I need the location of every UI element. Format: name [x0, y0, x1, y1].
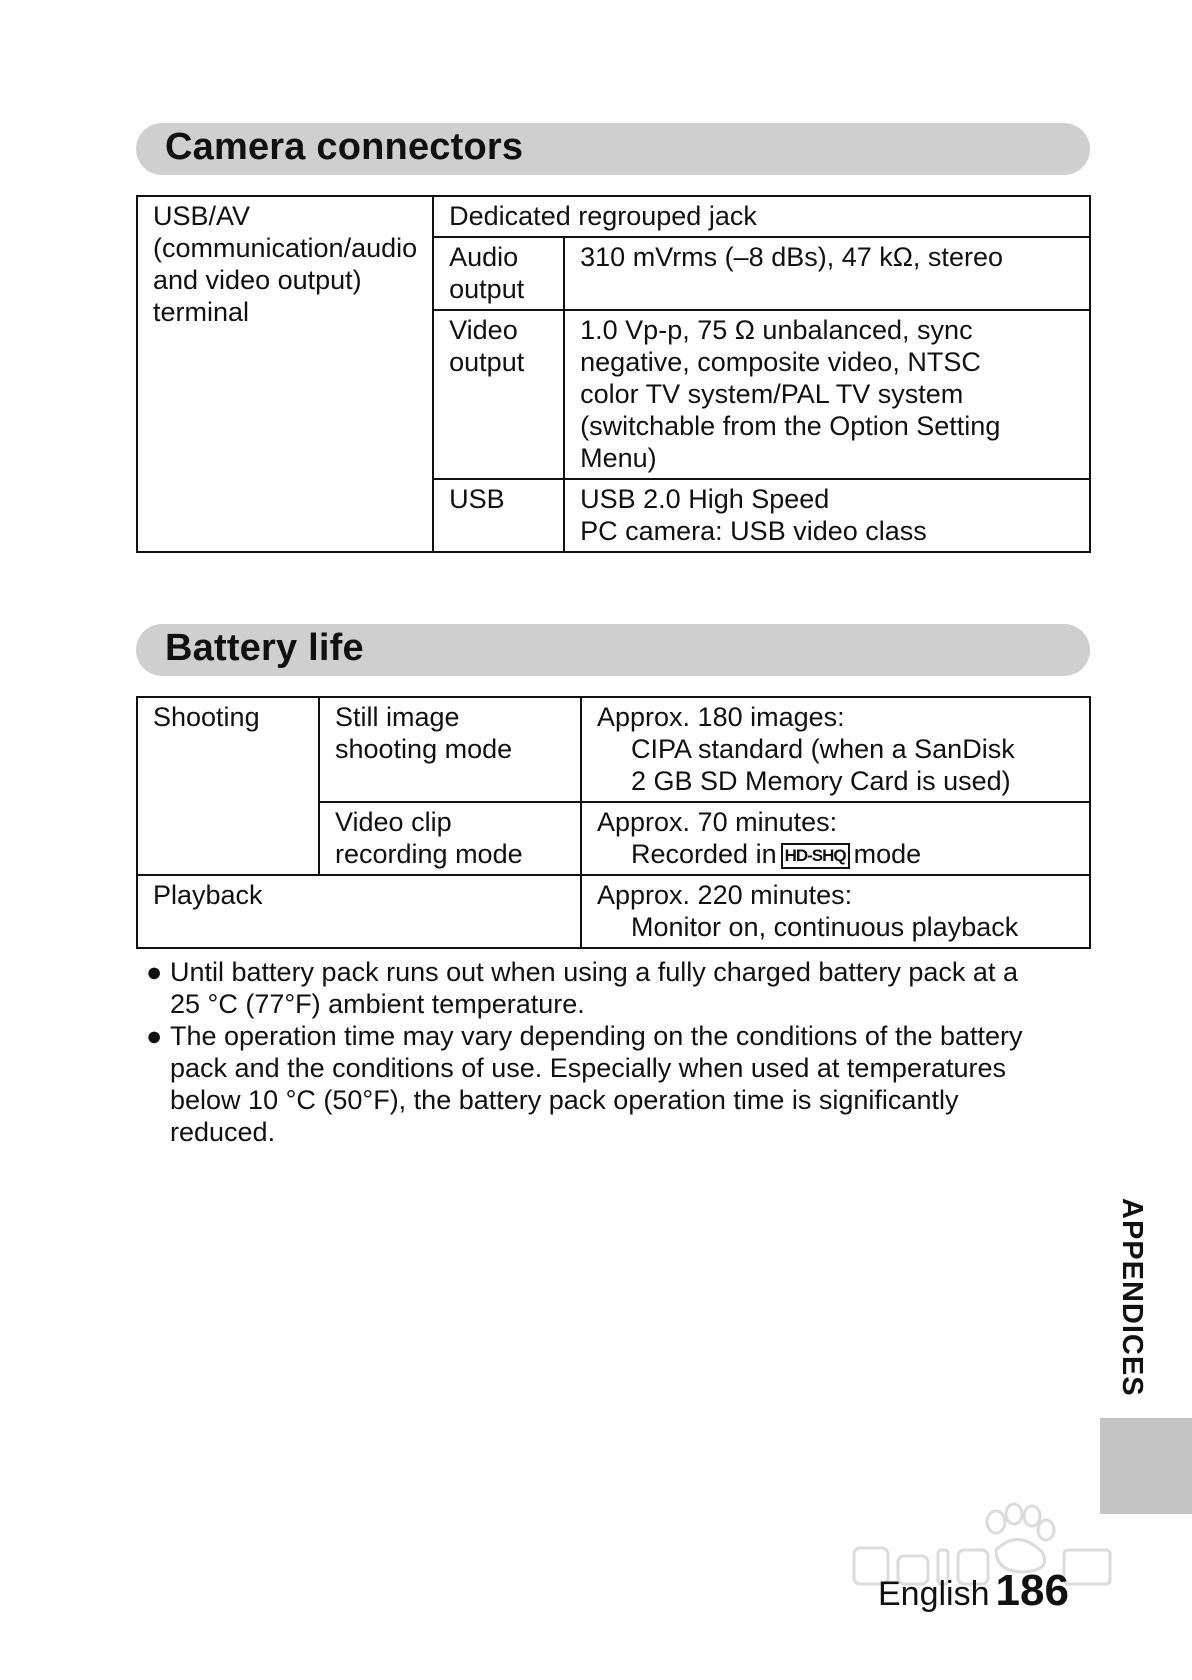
- row-label-line: output: [449, 274, 525, 304]
- note-line: below 10 °C (50°F), the battery pack operation time is significantly: [170, 1085, 959, 1115]
- row-value-line: PC camera: USB video class: [580, 516, 927, 546]
- battery-life-table: [136, 696, 1091, 949]
- camera-connectors-table: [136, 195, 1091, 553]
- row-value-line: color TV system/PAL TV system: [580, 379, 964, 409]
- terminal-label-line: (communication/audio: [153, 233, 418, 263]
- mode-line: Video clip: [335, 807, 452, 837]
- note-item: [146, 956, 1076, 1020]
- appendices-side-label: APPENDICES: [1116, 1198, 1148, 1397]
- row-label-cell: [433, 310, 564, 479]
- row-value-line: 1.0 Vp-p, 75 Ω unbalanced, sync: [580, 315, 973, 345]
- row-label-line: Audio: [449, 242, 519, 272]
- row-value-line: Menu): [580, 443, 657, 473]
- section-header-camera-connectors: [136, 123, 1090, 175]
- note-line: The operation time may vary depending on the conditions of the battery: [170, 1021, 1023, 1051]
- row-value-cell: [564, 237, 1090, 310]
- row-value-line: negative, composite video, NTSC: [580, 347, 981, 377]
- jack-cell: Dedicated regrouped jack: [433, 196, 1090, 237]
- section-title: Camera connectors: [165, 126, 524, 168]
- detail-after: mode: [853, 839, 922, 869]
- playback-label-cell: Playback: [137, 875, 581, 948]
- row-label-line: output: [449, 347, 525, 377]
- approx-line: Approx. 180 images:: [597, 702, 845, 732]
- row-value-line: 310 mVrms (–8 dBs), 47 kΩ, stereo: [580, 242, 1003, 272]
- row-value-line: USB 2.0 High Speed: [580, 484, 830, 514]
- approx-line: Approx. 220 minutes:: [597, 880, 853, 910]
- detail-line: 2 GB SD Memory Card is used): [631, 766, 1011, 796]
- row-label-line: Video: [449, 315, 518, 345]
- row-label-cell: [433, 237, 564, 310]
- mode-line: recording mode: [335, 839, 523, 869]
- row-label-line: USB: [449, 484, 505, 514]
- detail-line: Monitor on, continuous playback: [631, 912, 1019, 942]
- shooting-label-cell: Shooting: [137, 697, 319, 875]
- video-mode-cell: [319, 802, 581, 875]
- row-label-cell: [433, 479, 564, 552]
- still-mode-cell: [319, 697, 581, 802]
- note-line: reduced.: [170, 1117, 276, 1147]
- row-value-cell: [564, 310, 1090, 479]
- row-value-cell: [564, 479, 1090, 552]
- playback-value-cell: [581, 875, 1090, 948]
- page-number: 186: [995, 1566, 1069, 1615]
- terminal-label-line: and video output): [153, 265, 362, 295]
- section-title: Battery life: [165, 627, 364, 669]
- page-footer: [878, 1566, 1069, 1622]
- bullet-icon: ●: [146, 1021, 163, 1051]
- video-value-cell: [581, 802, 1090, 875]
- battery-notes: [146, 956, 1076, 1148]
- hd-shq-icon: HD-SHQ: [781, 843, 850, 869]
- terminal-label-cell: [137, 196, 433, 552]
- mode-line: shooting mode: [335, 734, 513, 764]
- note-line: pack and the conditions of use. Especially when used at temperatures: [170, 1053, 1006, 1083]
- note-item: [146, 1020, 1076, 1148]
- detail-line: CIPA standard (when a SanDisk: [631, 734, 1015, 764]
- approx-line: Approx. 70 minutes:: [597, 807, 838, 837]
- table-row: [137, 875, 1090, 948]
- note-line: Until battery pack runs out when using a fully charged battery pack at a: [170, 957, 1018, 987]
- terminal-label-line: USB/AV: [153, 201, 251, 231]
- still-value-cell: [581, 697, 1090, 802]
- section-header-battery-life: [136, 624, 1090, 676]
- table-row: [137, 697, 1090, 802]
- row-value-line: (switchable from the Option Setting: [580, 411, 1001, 441]
- detail-before: Recorded in: [631, 839, 777, 869]
- footer-language: English: [878, 1575, 990, 1613]
- detail-line: [597, 838, 1074, 870]
- mode-line: Still image: [335, 702, 460, 732]
- terminal-label-line: terminal: [153, 297, 250, 327]
- bullet-icon: ●: [146, 957, 163, 987]
- note-line: 25 °C (77°F) ambient temperature.: [170, 989, 585, 1019]
